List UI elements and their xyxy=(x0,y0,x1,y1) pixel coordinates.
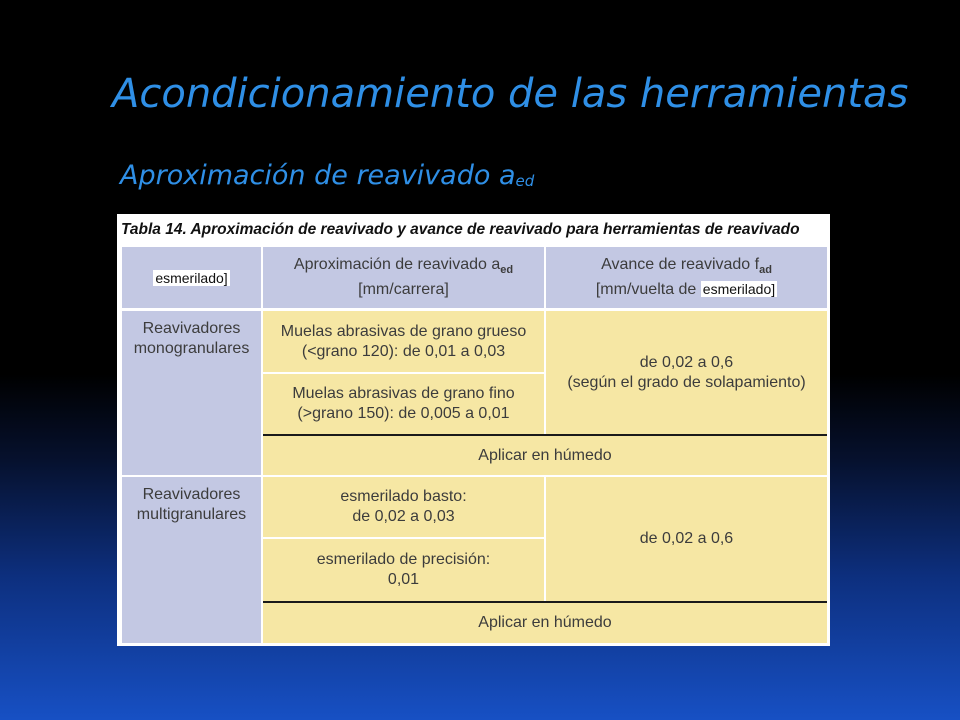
group2-note-cell xyxy=(263,603,827,643)
header-col3-subscript: ad xyxy=(759,264,772,276)
header-col3-prefix: [mm/vuelta de xyxy=(595,281,701,298)
group1-row1-line1: Muelas abrasivas de grano grueso xyxy=(280,322,527,340)
group2-row2-cell xyxy=(263,539,544,601)
table-caption: Tabla 14. Aproximación de reavivado y avance de reavivado para herramientas de reavivado xyxy=(121,221,800,238)
dressing-table xyxy=(117,214,830,646)
group2-feed-line1: de 0,02 a 0,6 xyxy=(639,530,734,547)
header-col3-line2 xyxy=(596,280,777,300)
slide-subtitle xyxy=(120,158,820,199)
header-col2-subscript: ed xyxy=(500,264,514,276)
group2-label-line1: Reavivadores xyxy=(142,486,241,503)
group2-row2-line2: 0,01 xyxy=(387,571,420,588)
group1-row2-line2: (>grano 150): de 0,005 a 0,01 xyxy=(297,405,510,422)
subtitle-text: Aproximación de reavivado a xyxy=(120,160,516,191)
group2-row1-line1: esmerilado basto: xyxy=(340,488,467,505)
header-col3-text: Avance de reavivado f xyxy=(601,256,760,273)
group1-row2-line1: Muelas abrasivas de grano fino xyxy=(292,385,515,402)
group1-note: Aplicar en húmedo xyxy=(478,446,612,464)
group1-label-cell xyxy=(122,311,261,475)
group1-note-cell xyxy=(263,436,827,475)
header-col1-cell xyxy=(122,247,261,308)
group1-row2-cell xyxy=(263,374,544,434)
header-col2-line1 xyxy=(294,255,513,280)
slide-title: Acondicionamiento de las herramientas xyxy=(112,71,909,117)
group2-row1-cell xyxy=(263,477,544,537)
header-col3-line1 xyxy=(601,255,772,280)
group1-label-line2: monogranulares xyxy=(133,340,250,357)
group1-row1-line2: (<grano 120): de 0,01 a 0,03 xyxy=(301,342,506,360)
header-col3-cell xyxy=(546,247,827,308)
subtitle-subscript: ed xyxy=(515,172,535,190)
header-col2-cell xyxy=(263,247,544,308)
group1-row1-cell xyxy=(263,311,544,372)
header-col3-overlay: esmerilado] xyxy=(702,281,776,297)
group2-label-line2: multigranulares xyxy=(136,506,247,523)
group1-feed-line1: de 0,02 a 0,6 xyxy=(639,353,734,371)
group2-note: Aplicar en húmedo xyxy=(478,614,612,631)
header-col1-label: esmerilado] xyxy=(155,269,228,286)
group2-label-cell xyxy=(122,477,261,643)
group2-row1-line2: de 0,02 a 0,03 xyxy=(352,508,455,525)
group1-feed-cell xyxy=(546,311,827,434)
group1-feed-line2: (según el grado de solapamiento) xyxy=(567,373,806,391)
group2-row2-line1: esmerilado de precisión: xyxy=(316,551,491,568)
group1-label-line1: Reavivadores xyxy=(142,320,241,337)
header-col2-text: Aproximación de reavivado a xyxy=(293,256,501,273)
header-col2-line2: [mm/carrera] xyxy=(358,281,449,298)
group2-feed-cell xyxy=(546,477,827,601)
